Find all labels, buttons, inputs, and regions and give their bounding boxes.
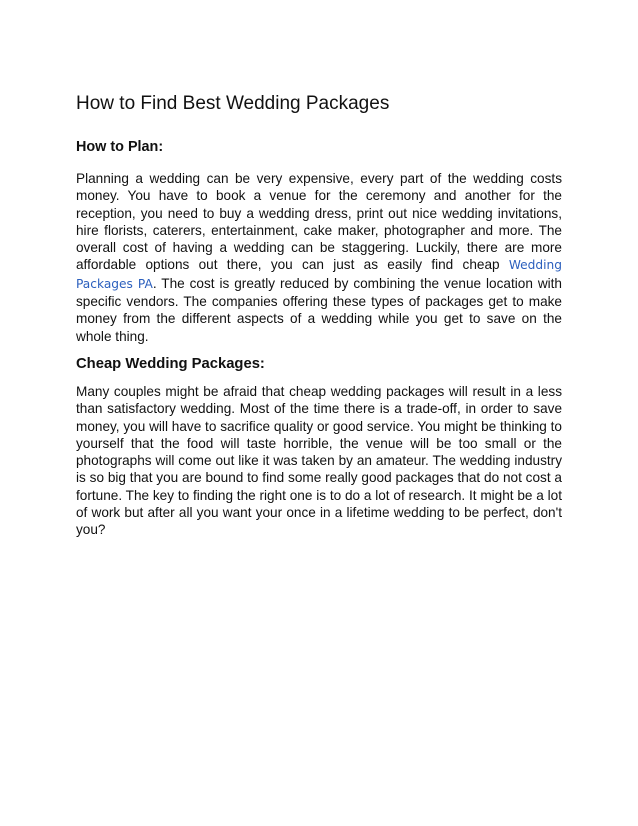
paragraph-text-after-link: . The cost is greatly reduced by combining the venue location with specific vendors. The companies offering these types of packages get to make money from the different aspects of a wedding while you get to save on the whole thing. [76, 275, 562, 344]
document-title: How to Find Best Wedding Packages [76, 93, 390, 114]
paragraph-how-to-plan [76, 170, 562, 345]
paragraph-cheap-wedding-packages: Many couples might be afraid that cheap wedding packages will result in a less than satisfactory wedding. Most of the time there is a trade-off, in order to save money, you will have to sacrifice quality or good service. You might be thinking to yourself that the food will taste horrible, the venue will be too small or the photographs will come out like it was taken by an amateur. The wedding industry is so big that you are bound to find some really good packages that do not cost a fortune. The key to finding the right one is to do a lot of research. It might be a lot of work but after all you want your once in a lifetime wedding to be perfect, don't you? [76, 383, 562, 538]
section-heading-cheap-wedding-packages: Cheap Wedding Packages: [76, 355, 265, 372]
wedding-packages-pa-link[interactable]: Wedding Packages PA [76, 258, 562, 291]
document-page [76, 92, 562, 539]
section-heading-how-to-plan: How to Plan: [76, 139, 164, 155]
paragraph-text-before-link: Planning a wedding can be very expensive, every part of the wedding costs money. You have to book a venue for the ceremony and another for the reception, you need to buy a wedding dress, print out nice wedding invitations, hire florists, caterers, entertainment, cake maker, photographer and more. The overall cost of having a wedding can be staggering. Luckily, there are more affordable options out there, you can just as easily find cheap [76, 171, 562, 273]
